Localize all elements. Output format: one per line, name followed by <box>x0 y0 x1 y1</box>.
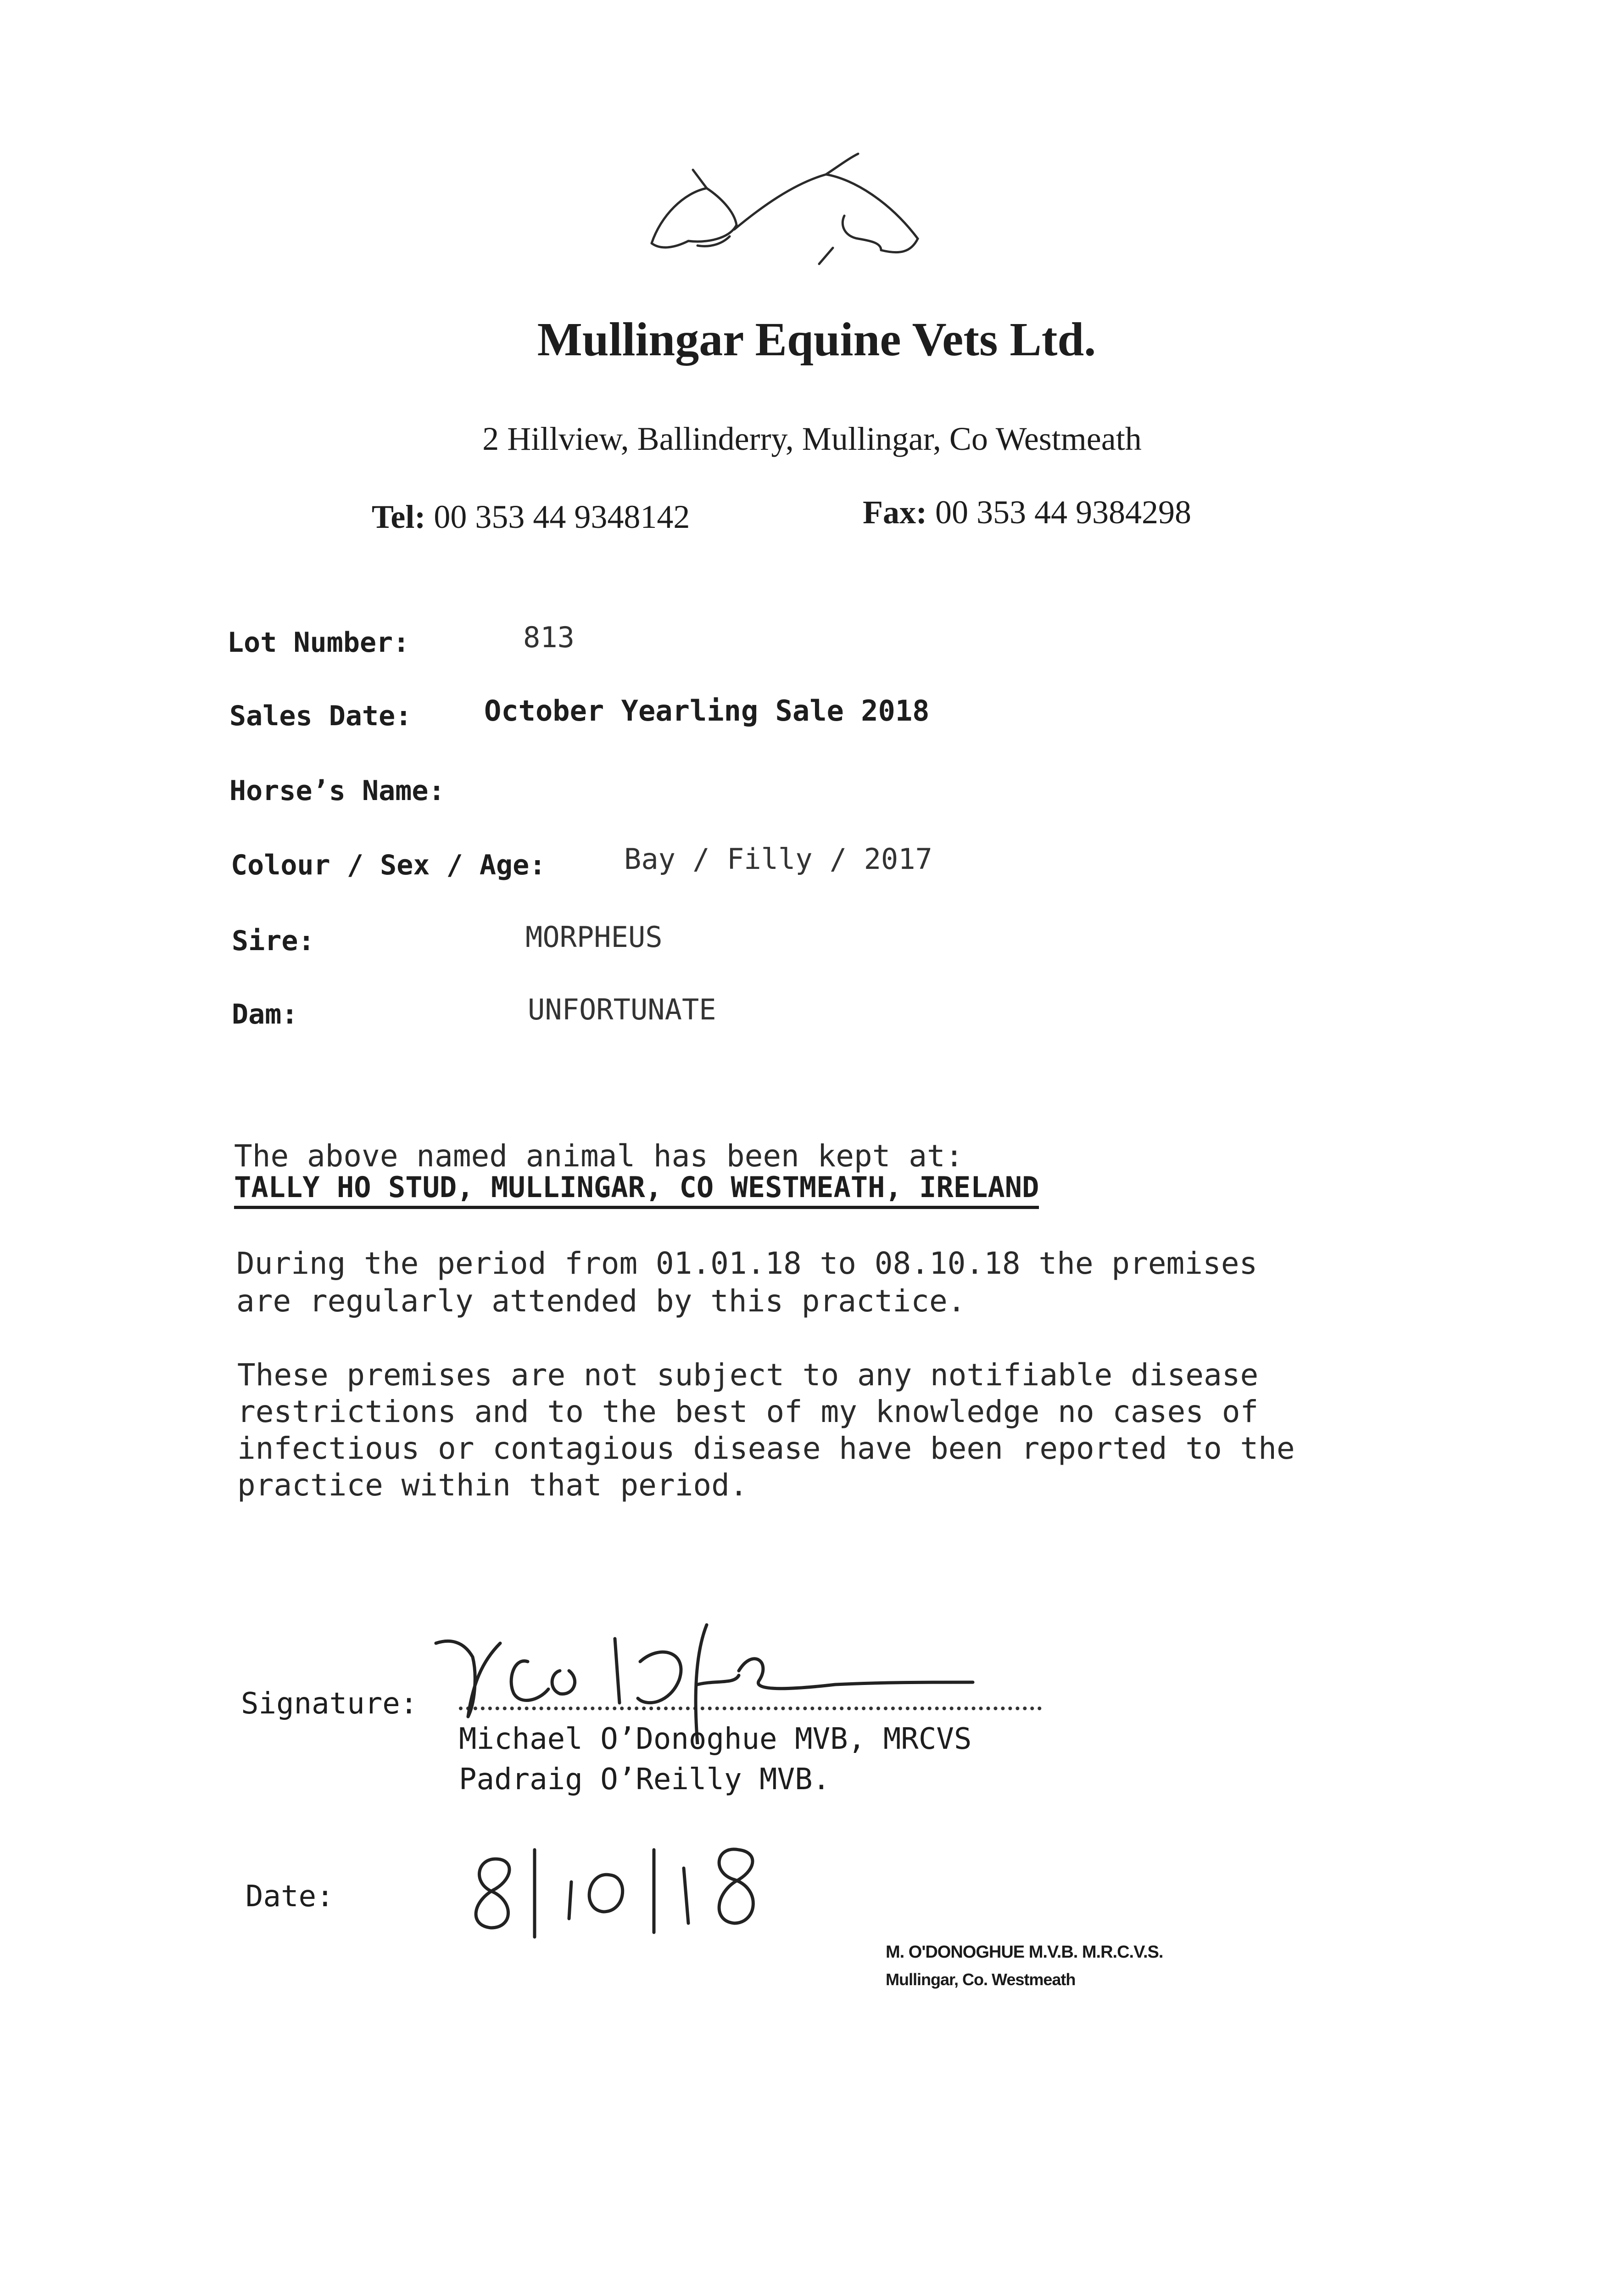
dam-label: Dam: <box>232 998 298 1030</box>
colour-sex-age-label: Colour / Sex / Age: <box>231 849 546 881</box>
handwritten-date <box>459 1831 776 1942</box>
sales-date-value: October Yearling Sale 2018 <box>484 694 930 728</box>
vet-stamp <box>886 1937 1207 1997</box>
telephone <box>372 498 690 536</box>
sire-value: MORPHEUS <box>525 920 663 954</box>
tel-label: Tel: <box>372 498 426 535</box>
sales-date-label: Sales Date: <box>229 700 412 732</box>
lot-number-value: 813 <box>523 621 575 654</box>
fax-label: Fax: <box>863 494 927 531</box>
restriction-line-4: practice within that period. <box>237 1467 748 1503</box>
fax <box>863 493 1191 532</box>
period-line-2: are regularly attended by this practice. <box>236 1283 966 1319</box>
vet-name-1: Michael O’Donoghue MVB, MRCVS <box>459 1722 972 1756</box>
date-label: Date: <box>246 1880 334 1914</box>
handwritten-signature <box>422 1593 996 1744</box>
restriction-line-3: infectious or contagious disease have been reported to the <box>237 1431 1295 1466</box>
svg-text:M. O'DONOGHUE M.V.B. M.R.C.V.S: M. O'DONOGHUE M.V.B. M.R.C.V.S. <box>886 1942 1163 1962</box>
sire-label: Sire: <box>232 925 315 957</box>
kept-at-location: TALLY HO STUD, MULLINGAR, CO WESTMEATH, IRELAND <box>234 1170 1039 1209</box>
restriction-line-1: These premises are not subject to any notifiable disease <box>237 1357 1259 1393</box>
horse-heads-logo <box>642 151 945 275</box>
period-line-1: During the period from 01.01.18 to 08.10.18 the premises <box>236 1246 1258 1281</box>
fax-value: 00 353 44 9384298 <box>935 494 1191 531</box>
signature-label: Signature: <box>241 1687 418 1721</box>
colour-sex-age-value: Bay / Filly / 2017 <box>624 842 932 876</box>
svg-text:Mullingar, Co. Westmeath: Mullingar, Co. Westmeath <box>886 1970 1076 1989</box>
vet-name-2: Padraig O’Reilly MVB. <box>459 1763 831 1797</box>
tel-value: 00 353 44 9348142 <box>434 498 690 535</box>
company-name: Mullingar Equine Vets Ltd. <box>537 313 1096 366</box>
kept-at-intro: The above named animal has been kept at: <box>234 1138 964 1174</box>
company-address: 2 Hillview, Ballinderry, Mullingar, Co Westmeath <box>482 420 1142 457</box>
dam-value: UNFORTUNATE <box>528 993 716 1026</box>
restriction-line-2: restrictions and to the best of my knowledge no cases of <box>237 1394 1259 1429</box>
horse-name-label: Horse’s Name: <box>229 775 445 807</box>
lot-number-label: Lot Number: <box>227 627 410 659</box>
